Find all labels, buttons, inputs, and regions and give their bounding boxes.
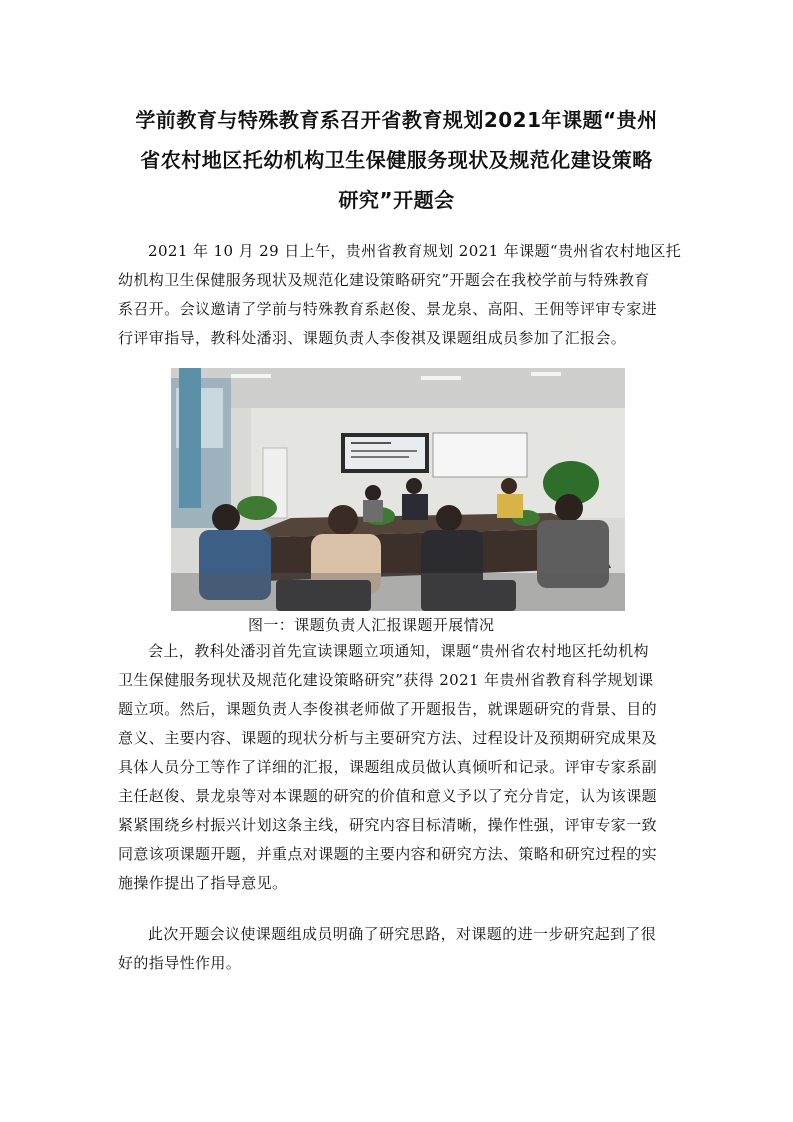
text-line: 紧紧围绕乡村振兴计划这条主线，研究内容目标清晰，操作性强，评审专家一致 [118, 816, 658, 834]
figure-caption: 图一：课题负责人汇报课题开展情况 [248, 616, 495, 634]
text-line: 幼机构卫生保健服务现状及规范化建设策略研究”开题会在我校学前与特殊教育 [118, 271, 650, 289]
article-title [110, 100, 683, 220]
text-line: 主任赵俊、景龙泉等对本课题的研究的价值和意义予以了充分肯定，认为该课题 [118, 787, 658, 805]
text-line: 具体人员分工等作了详细的汇报，课题组成员做认真倾听和记录。评审专家系副 [118, 758, 658, 776]
paragraph-body [118, 637, 675, 898]
text-line: 同意该项课题开题，并重点对课题的主要内容和研究方法、策略和研究过程的实 [118, 845, 658, 863]
meeting-photo [171, 368, 625, 611]
title-line: 学前教育与特殊教育系召开省教育规划2021年课题“贵州 [135, 108, 658, 132]
text-line: 卫生保健服务现状及规范化建设策略研究”获得 2021 年贵州省教育科学规划课 [118, 671, 654, 689]
paragraph-conclusion [118, 920, 675, 978]
text-line: 好的指导性作用。 [118, 954, 242, 972]
text-line: 行评审指导，教科处潘羽、课题负责人李俊祺及课题组成员参加了汇报会。 [118, 329, 627, 347]
title-line: 研究”开题会 [338, 188, 455, 212]
text-line: 意义、主要内容、课题的现状分析与主要研究方法、过程设计及预期研究成果及 [118, 729, 658, 747]
text-line: 2021 年 10 月 29 日上午，贵州省教育规划 2021 年课题“贵州省农村地区托 [148, 242, 682, 260]
paragraph-intro [118, 237, 682, 353]
title-line: 省农村地区托幼机构卫生保健服务现状及规范化建设策略 [140, 148, 653, 172]
text-line: 此次开题会议使课题组成员明确了研究思路，对课题的进一步研究起到了很 [148, 925, 657, 943]
text-line: 题立项。然后，课题负责人李俊祺老师做了开题报告，就课题研究的背景、目的 [118, 700, 658, 718]
text-line: 系召开。会议邀请了学前与特殊教育系赵俊、景龙泉、高阳、王佣等评审专家进 [118, 300, 658, 318]
text-line: 施操作提出了指导意见。 [118, 874, 288, 892]
text-line: 会上，教科处潘羽首先宣读课题立项通知，课题“贵州省农村地区托幼机构 [148, 642, 649, 660]
